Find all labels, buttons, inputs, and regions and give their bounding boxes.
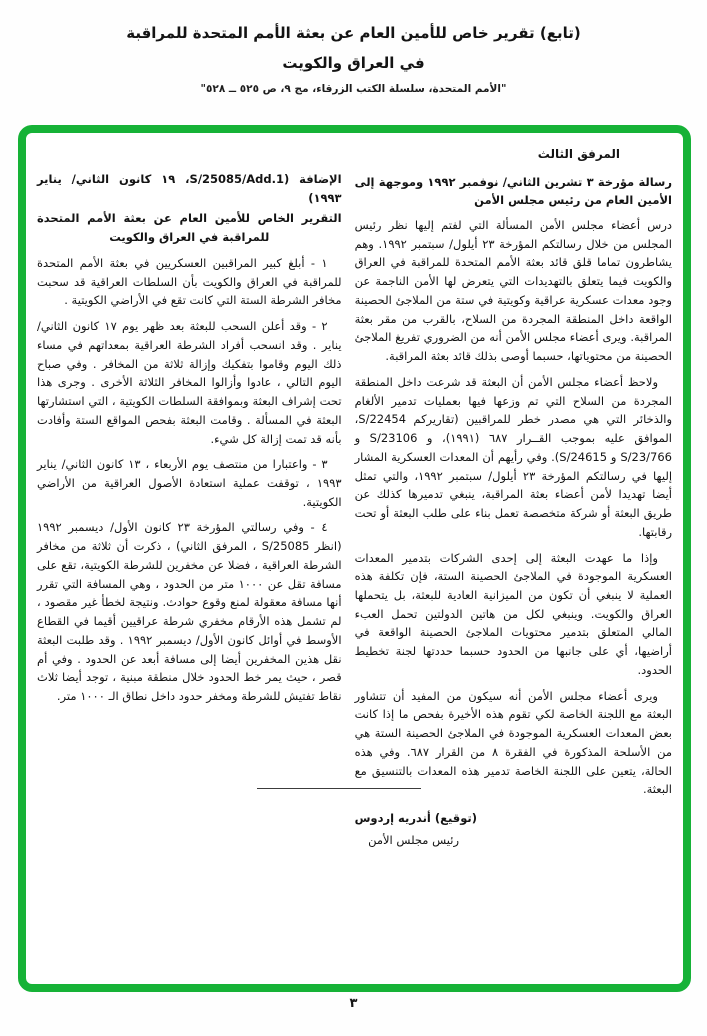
report-continuation-title: (تابع) تقرير خاص للأمين العام عن بعثة الأمم المتحدة للمراقبة: [126, 24, 581, 42]
two-column-layout: [26, 133, 683, 984]
annex-heading: المرفق الثالث: [537, 147, 620, 161]
paragraph: ٣ - واعتبارا من منتصف يوم الأربعاء ، ١٣ كانون الثاني/ يناير ١٩٩٣ ، توقفت عملية استعادة الأصول العراقية من الأراضي الكويتية.: [37, 457, 342, 509]
content-frame: [18, 125, 691, 992]
signature-block: [355, 809, 477, 849]
addendum-heading: الإضافة (S/25085/Add.1، ١٩ كانون الثاني/ يناير ١٩٩٣): [37, 172, 342, 205]
source-citation: "الأمم المتحدة، سلسلة الكتب الزرقاء، مج ٩، ص ٥٢٥ ــ ٥٢٨": [200, 83, 507, 95]
document-header: [0, 24, 707, 95]
letter-heading: رسالة مؤرخة ٣ تشرين الثاني/ نوفمبر ١٩٩٢ وموجهة إلى الأمين العام من رئيس مجلس الأمن: [354, 174, 672, 208]
right-column: [355, 143, 672, 984]
report-heading: التقرير الخاص للأمين العام عن بعثة الأمم المتحدة للمراقبة في العراق والكويت: [37, 211, 342, 245]
footnote-rule: [257, 788, 421, 789]
left-column: [37, 170, 342, 984]
paragraph: ١ - أبلغ كبير المراقبين العسكريين في بعثة الأمم المتحدة للمراقبة في العراق والكويت بأن السلطات العراقية قد سحبت مخافر الشرطة الستة التي كانت تقع في الأراضي الكويتية .: [37, 255, 342, 308]
paragraph: ولاحظ أعضاء مجلس الأمن أن البعثة قد شرعت داخل المنطقة المجردة من السلاح التي تم وزعها فيها بعمليات تدمير الألغام والذخائر التي هي مصدر خطر للمراقبين (تقاريركم S/22454، الموافق عليه بموجب القــرار ٦٨٧ (١٩٩١)، و S/23106 و S/23/766 و S/24615). وفي رأيهم أن المعدات العسكرية المشار إليها في رسالتكم المؤرخة ٢٣ أيلول/ سبتمبر ١٩٩٢، والتي تمثل أيضا تهديدا لأمن أعضاء بعثة المراقبة، ينبغي تدميرها كذلك عن طريق البعثة أو شركة متخصصة تعمل بناء على طلب البعثة أو تحت رقابتها.: [354, 374, 673, 539]
paragraph: ٤ - وفي رسالتي المؤرخة ٢٣ كانون الأول/ ديسمبر ١٩٩٢ (انظر S/25085 ، المرفق الثاني) ، ذكرت أن ثلاثة من مخافر الشرطة العراقية ، فضلا عن مخفرين للشرطة الكويتية، تقع على مسافة تقل عن ١٠٠٠ متر من الحدود ، وهي المسافة التي تقرر أنها مسافة معقولة لمنع وقوع حوادث. ونتيجة لخطأ غير مقصود ، لم تشمل هذه الأرقام مخفري شرطة عراقيين أقيما في القطاع الأوسط في أوائل كانون الأول/ ديسمبر ١٩٩٢ . وقد طلبت البعثة نقل هذين المخفرين أيضا إلى مسافة أبعد عن الحدود . وفي أم قصر ، حيث يمر خط الحدود خلال منطقة مبنية ، توجد أيضا ثلاث نقاط تفتيش للشرطة ومخفر حدود داخل نطاق الـ ١٠٠٠ متر.: [37, 520, 342, 704]
paragraph: درس أعضاء مجلس الأمن المسألة التي لفتم إليها نظر رئيس المجلس من خلال رسالتكم المؤرخة ٢٣ أيلول/ سبتمبر ١٩٩٢. وهم يشاطرون تماما قلق قائد بعثة الأمم المتحدة للمراقبة في العراق والكويت فيما يتعلق بالتهديدات التي يتعرض لها الأمن الناجمة عن وجود معدات عسكرية عراقية وكويتية في ستة من الملاجئ الحصينة الواقعة داخل المنطقة المجردة من السلاح، بالقرب من مقر بعثة المراقبة. ويرى أعضاء مجلس الأمن أنه من الضروري تفريغ الملاجئ الحصينة من محتوياتها، حسبما أوصى بذلك قائد بعثة المراقبة.: [354, 218, 672, 364]
signature-role: رئيس مجلس الأمن: [368, 832, 459, 847]
paragraph: ويرى أعضاء مجلس الأمن أنه سيكون من المفيد أن تتشاور البعثة مع اللجنة الخاصة لكي تقوم هذه الأخيرة بفحص ما إذا كانت بعض المعدات العسكرية الموجودة في الملاجئ الحصينة الستة هي من الأسلحة المذكورة في الفقرة ٨ من القرار ٦٨٧. وفي هذه الحالة، يتعين على اللجنة الخاصة تدمير هذه المعدات بالتنسيق مع البعثة.: [354, 688, 672, 797]
report-subtitle: في العراق والكويت: [282, 54, 425, 72]
paragraph: وإذا ما عهدت البعثة إلى إحدى الشركات بتدمير المعدات العسكرية الموجودة في الملاجئ الحصينة الستة، فإن تكلفة هذه العملية لا ينبغي أن تكون من الميزانية العادية للبعثة، بل يتحملها العراق والكويت. وينبغي لكل من هاتين الدولتين تحمل العبء المالي المتعلق بتدمير محتويات الملاجئ الحصينة الواقعة في أراضيها، أي على جانبها من الحدود حسبما حددتها لجنة تخطيط الحدود.: [354, 550, 672, 677]
letter-body: [355, 216, 672, 799]
page-number: ٣: [349, 996, 358, 1011]
paragraph: ٢ - وقد أعلن السحب للبعثة بعد ظهر يوم ١٧ كانون الثاني/ يناير . وقد انسحب أفراد الشرطة العراقية بمعداتهم في مساء ذلك اليوم وقاموا بتفكيك وإزالة ثلاثة من المخافر . وفي صباح اليوم التالي ، عادوا وأزالوا المخافر الثلاثة الأخرى . وجرى هذا تحت إشراف البعثة وبموافقة السلطات الكويتية ، التي استشارتها البعثة في المسألة . وقامت البعثة بفحص المواقع الستة وأفادت بأنه قد تمت إزالة كل شيء.: [37, 319, 342, 446]
signature-name: (توقيع) أندريه إردوس: [354, 811, 477, 826]
report-body: [37, 254, 342, 706]
